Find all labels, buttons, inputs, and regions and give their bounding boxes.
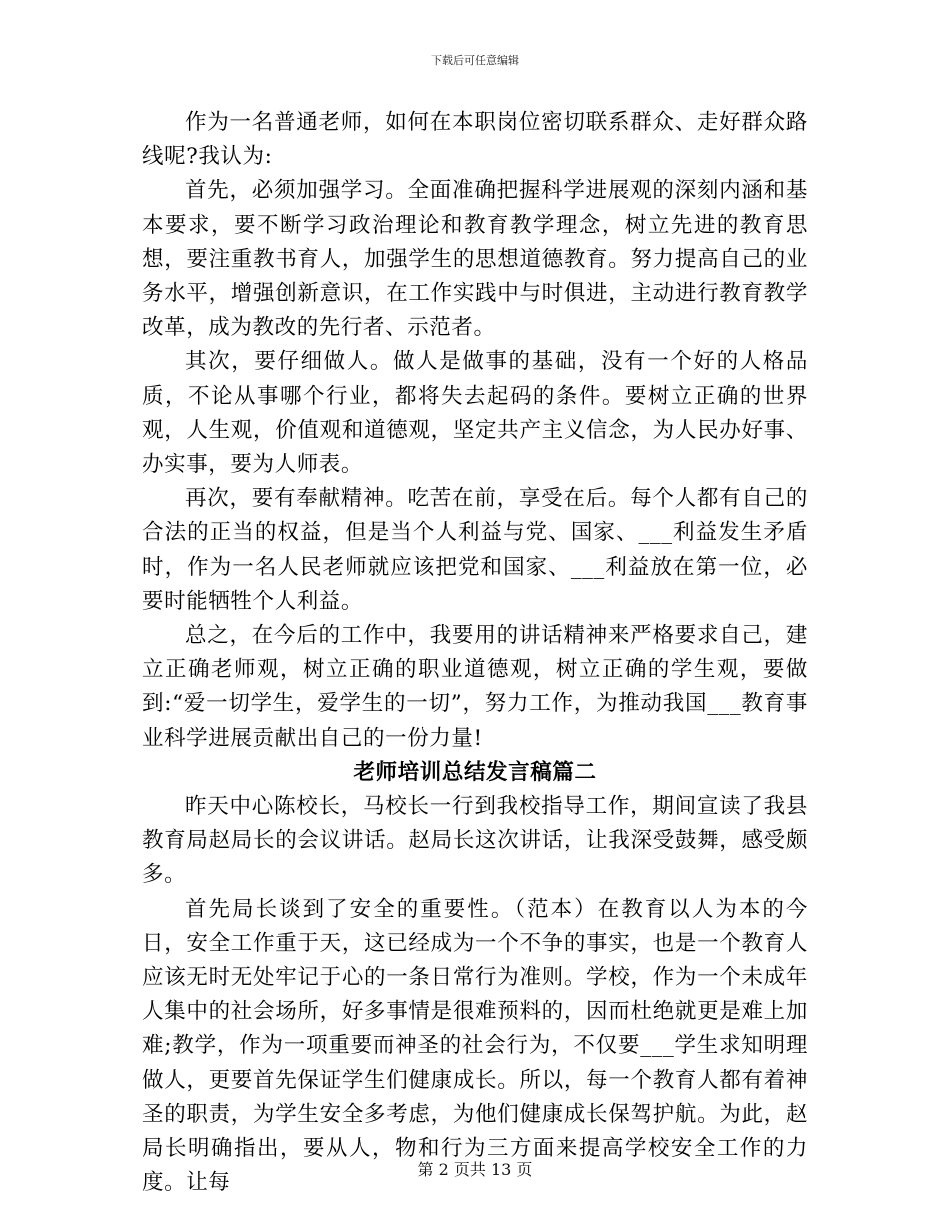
paragraph-4: 再次，要有奉献精神。吃苦在前，享受在后。每个人都有自己的合法的正当的权益，但是当个人利益与党、国家、___利益发生矛盾时，作为一名人民老师就应该把党和国家、___利益放在第一位，必要时能牺牲个人利益。 [142,486,808,614]
section-heading: 老师培训总结发言稿篇二 [353,759,597,785]
paragraph-6: 昨天中心陈校长，马校长一行到我校指导工作，期间宣读了我县教育局赵局长的会议讲话。赵局长这次讲话，让我深受鼓舞，感受颇多。 [142,794,808,888]
paragraph-2: 首先，必须加强学习。全面准确把握科学进展观的深刻内涵和基本要求，要不断学习政治理论和教育教学理念，树立先进的教育思想，要注重教书育人，加强学生的思想道德教育。努力提高自己的业务水平，增强创新意识，在工作实践中与时俱进，主动进行教育教学改革，成为教改的先行者、示范者。 [142,178,808,341]
page-footer: 第 2 页共 13 页 [417,1160,533,1179]
paragraph-5: 总之，在今后的工作中，我要用的讲话精神来严格要求自己，建立正确老师观，树立正确的职业道德观，树立正确的学生观，要做到:“爱一切学生，爱学生的一切”，努力工作，为推动我国___教育事业科学进展贡献出自己的一份力量! [142,623,808,751]
page-header: 下载后可任意编辑 [431,54,519,67]
paragraph-1: 作为一名普通老师，如何在本职岗位密切联系群众、走好群众路线呢?我认为: [142,110,808,170]
paragraph-7: 首先局长谈到了安全的重要性。（范本）在教育以人为本的今日，安全工作重于天，这已经成为一个不争的事实，也是一个教育人应该无时无处牢记于心的一条日常行为准则。学校，作为一个未成年人集中的社会场所，好多事情是很难预料的，因而杜绝就更是难上加难;教学，作为一项重要而神圣的社会行为，不仅要___学生求知明理做人，更要首先保证学生们健康成长。所以，每一个教育人都有着神圣的职责，为学生安全多考虑，为他们健康成长保驾护航。为此，赵局长明确指出，要从人，物和行为三方面来提高学校安全工作的力度。让每 [142,896,808,1196]
paragraph-3: 其次，要仔细做人。做人是做事的基础，没有一个好的人格品质，不论从事哪个行业，都将失去起码的条件。要树立正确的世界观，人生观，价值观和道德观，坚定共产主义信念，为人民办好事、办实事，要为人师表。 [142,349,808,478]
document-body [142,106,808,1201]
